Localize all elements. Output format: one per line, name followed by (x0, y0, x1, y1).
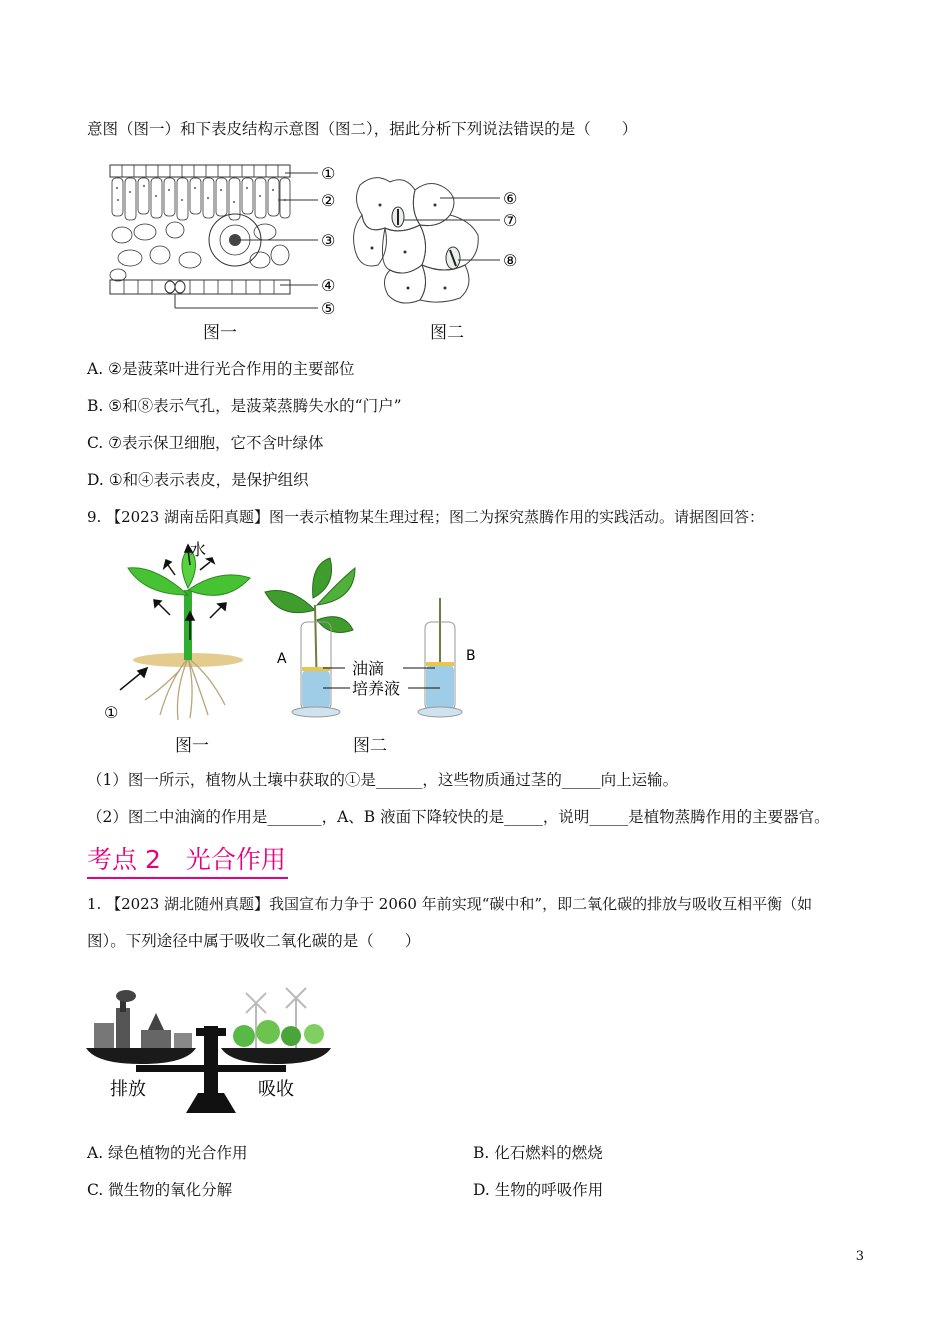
fig1-label-3: ③ (321, 231, 336, 250)
q1-option-b: B. 化石燃料的燃烧 (473, 1144, 603, 1162)
fig1-label-4: ④ (321, 276, 336, 295)
q8-stem: 意图（图一）和下表皮结构示意图（图二），据此分析下列说法错误的是（ ） (87, 120, 638, 138)
page-number: 3 (855, 1249, 864, 1264)
q9-sub1: （1）图一所示，植物从土壤中获取的①是______，这些物质通过茎的_____向上运输。 (87, 771, 679, 789)
q8-option-c: C. ⑦表示保卫细胞，它不含叶绿体 (87, 434, 324, 452)
q9-fig2-caption: 图二 (353, 736, 387, 756)
q9-fig1-caption: 图一 (175, 736, 209, 756)
epidermis-figure (350, 170, 530, 315)
fig1-label-2: ② (321, 191, 336, 210)
fig2-label-6: ⑥ (503, 189, 518, 208)
tube-b-label: B (466, 648, 476, 664)
fig2-label-8: ⑧ (503, 251, 518, 270)
q1-option-d: D. 生物的呼吸作用 (473, 1181, 604, 1199)
q8-option-a: A. ②是菠菜叶进行光合作用的主要部位 (87, 360, 355, 378)
emission-label: 排放 (110, 1079, 146, 1100)
q9-stem: 9. 【2023 湖南岳阳真题】图一表示植物某生理过程；图二为探究蒸腾作用的实践活动。请据图回答： (87, 508, 765, 526)
q1-option-a: A. 绿色植物的光合作用 (87, 1144, 248, 1162)
culture-solution-label: 培养液 (352, 679, 401, 698)
absorption-label: 吸收 (258, 1079, 294, 1100)
fig-circle-1: ① (104, 703, 119, 722)
section-heading: 考点 2 光合作用 (87, 843, 288, 879)
oil-drop-label: 油滴 (352, 659, 385, 678)
carbon-balance-figure (86, 968, 336, 1118)
q1-stem-line1: 1. 【2023 湖北随州真题】我国宣布力争于 2060 年前实现“碳中和”，即二氧化碳的排放与吸收互相平衡（如 (87, 895, 813, 913)
q8-fig1-caption: 图一 (203, 323, 237, 343)
q8-option-d: D. ①和④表示表皮，是保护组织 (87, 471, 309, 489)
q9-sub2: （2）图二中油滴的作用是_______，A、B 液面下降较快的是_____，说明_____是植物蒸腾作用的主要器官。 (87, 808, 830, 826)
q8-fig2-caption: 图二 (430, 323, 464, 343)
tube-a-label: A (277, 651, 287, 667)
fig1-label-1: ① (321, 164, 336, 183)
plant-transpiration-figure (100, 540, 260, 725)
fig2-label-7: ⑦ (503, 211, 518, 230)
q1-stem-line2: 图）。下列途径中属于吸收二氧化碳的是（ ） (87, 932, 421, 950)
q8-option-b: B. ⑤和⑧表示气孔，是菠菜蒸腾失水的“门户” (87, 397, 402, 415)
q1-option-c: C. 微生物的氧化分解 (87, 1181, 233, 1199)
test-tube-experiment-figure (255, 550, 485, 720)
leaf-cross-section-figure (100, 160, 350, 320)
fig1-label-5: ⑤ (321, 299, 336, 318)
water-label: 水 (190, 540, 207, 559)
